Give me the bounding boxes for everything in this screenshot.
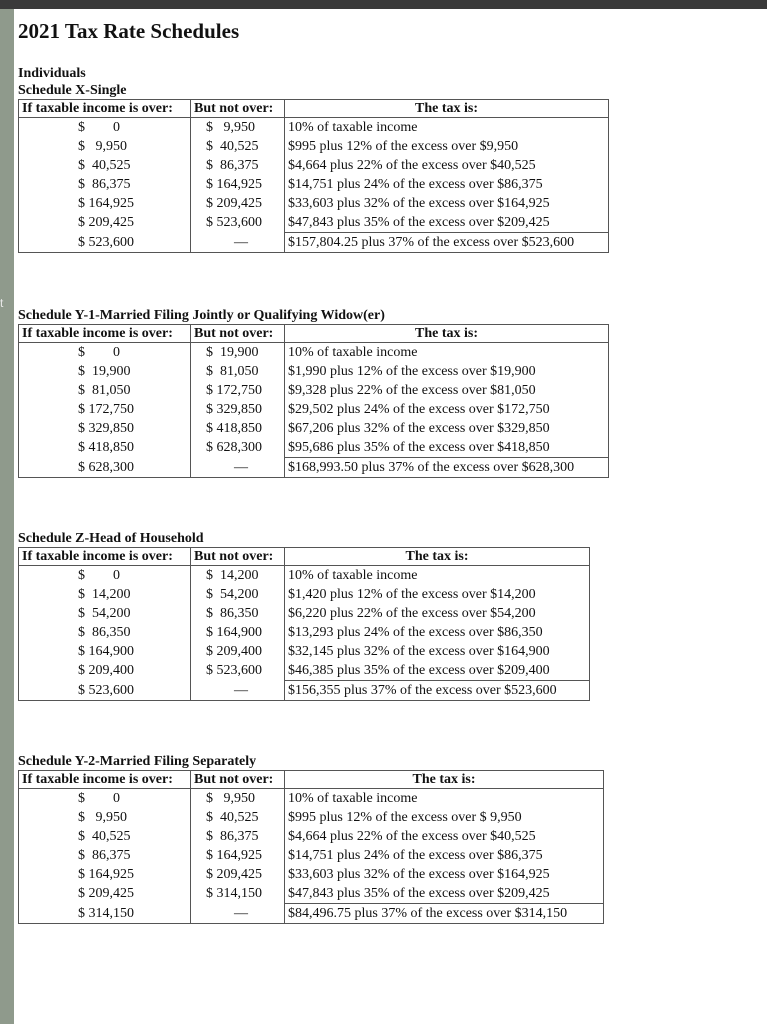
income-not-over-cell [191, 438, 285, 458]
income-over-value: $ 0 [78, 120, 120, 135]
table-row [19, 642, 590, 661]
table-row [19, 343, 609, 363]
schedule-z-section [18, 530, 590, 701]
table-row [19, 604, 590, 623]
tax-formula-cell: $84,496.75 plus 37% of the excess over $314,150 [285, 904, 604, 924]
income-not-over-value: $ 81,050 [206, 364, 259, 379]
income-over-value: $ 0 [78, 345, 120, 360]
column-header-not-over: But not over: [191, 548, 285, 566]
income-not-over-cell [191, 623, 285, 642]
table-row [19, 661, 590, 681]
page-title: 2021 Tax Rate Schedules [18, 19, 240, 43]
table-row [19, 419, 609, 438]
income-not-over-cell [191, 137, 285, 156]
table-header-row [19, 771, 604, 789]
tax-formula-cell: 10% of taxable income [288, 345, 418, 360]
column-header-over: If taxable income is over: [19, 771, 191, 789]
income-over-value: $ 40,525 [78, 829, 131, 844]
income-over-value: $ 86,375 [78, 177, 131, 192]
income-over-value: $ 314,150 [78, 905, 134, 921]
table-row [19, 827, 604, 846]
column-header-tax: The tax is: [285, 325, 609, 343]
column-header-over: If taxable income is over: [19, 100, 191, 118]
table-row [19, 865, 604, 884]
income-over-cell [19, 865, 191, 884]
income-over-cell [19, 233, 191, 253]
income-over-cell [19, 175, 191, 194]
income-not-over-value: $ 209,425 [206, 867, 262, 882]
income-not-over-value: $ 329,850 [206, 402, 262, 417]
income-not-over-value: $ 86,375 [206, 829, 259, 844]
income-not-over-value: — [234, 682, 248, 698]
table-row [19, 213, 609, 233]
income-over-value: $ 523,600 [78, 682, 134, 698]
column-header-tax: The tax is: [285, 100, 609, 118]
tax-formula-cell: $46,385 plus 35% of the excess over $209,400 [288, 663, 550, 678]
income-not-over-value: $ 628,300 [206, 440, 262, 456]
tax-formula-cell: $995 plus 12% of the excess over $ 9,950 [288, 810, 522, 825]
income-over-cell [19, 566, 191, 586]
table-row [19, 438, 609, 458]
tax-formula-cell: $9,328 plus 22% of the excess over $81,050 [288, 383, 536, 398]
income-over-cell [19, 789, 191, 809]
income-not-over-value: $ 523,600 [206, 663, 262, 679]
tax-formula-cell: $156,355 plus 37% of the excess over $523,600 [285, 681, 590, 701]
income-over-cell [19, 604, 191, 623]
income-over-cell [19, 381, 191, 400]
tax-formula-cell: 10% of taxable income [288, 568, 418, 583]
schedule-heading: Schedule Z-Head of Household [18, 531, 204, 546]
income-over-value: $ 418,850 [78, 440, 134, 456]
income-not-over-cell [191, 642, 285, 661]
income-not-over-cell [191, 827, 285, 846]
income-over-cell [19, 661, 191, 681]
tax-formula-cell: $32,145 plus 32% of the excess over $164,900 [288, 644, 550, 659]
income-over-cell [19, 343, 191, 363]
income-not-over-value: $ 164,925 [206, 848, 262, 863]
income-not-over-value: $ 164,900 [206, 625, 262, 640]
income-over-cell [19, 118, 191, 138]
income-over-value: $ 86,375 [78, 848, 131, 863]
income-over-value: $ 329,850 [78, 421, 134, 436]
income-not-over-cell [191, 194, 285, 213]
tax-formula-cell: $4,664 plus 22% of the excess over $40,525 [288, 158, 536, 173]
income-not-over-cell [191, 884, 285, 904]
income-over-cell [19, 362, 191, 381]
table-row [19, 681, 590, 701]
schedule-heading: Schedule X-Single [18, 83, 127, 98]
income-not-over-cell [191, 118, 285, 138]
tax-formula-cell: $67,206 plus 32% of the excess over $329,850 [288, 421, 550, 436]
column-header-over: If taxable income is over: [19, 548, 191, 566]
income-over-value: $ 172,750 [78, 402, 134, 417]
document-page [14, 9, 767, 1024]
table-row [19, 194, 609, 213]
schedule-heading: Schedule Y-2-Married Filing Separately [18, 754, 257, 769]
income-not-over-value: $ 14,200 [206, 568, 259, 583]
income-not-over-cell [191, 362, 285, 381]
income-not-over-value: $ 86,350 [206, 606, 259, 621]
income-not-over-cell [191, 233, 285, 253]
income-not-over-cell [191, 846, 285, 865]
table-header-row [19, 548, 590, 566]
income-over-cell [19, 419, 191, 438]
table-header-row [19, 100, 609, 118]
table-row [19, 808, 604, 827]
income-over-cell [19, 137, 191, 156]
table-row [19, 566, 590, 586]
income-not-over-value: $ 209,400 [206, 644, 262, 659]
income-not-over-cell [191, 400, 285, 419]
income-over-value: $ 19,900 [78, 364, 131, 379]
column-header-not-over: But not over: [191, 100, 285, 118]
income-not-over-value: $ 19,900 [206, 345, 259, 360]
column-header-tax: The tax is: [285, 548, 590, 566]
tax-formula-cell: $4,664 plus 22% of the excess over $40,525 [288, 829, 536, 844]
tax-formula-cell: $6,220 plus 22% of the excess over $54,200 [288, 606, 536, 621]
window-top-bar [0, 0, 767, 9]
income-not-over-value: $ 314,150 [206, 886, 262, 902]
income-over-value: $ 164,900 [78, 644, 134, 659]
income-not-over-cell [191, 604, 285, 623]
income-over-value: $ 209,425 [78, 886, 134, 902]
schedule-y1-table [18, 324, 609, 478]
income-over-value: $ 9,950 [78, 139, 127, 154]
table-header-row [19, 325, 609, 343]
income-not-over-cell [191, 381, 285, 400]
schedule-x-table [18, 99, 609, 253]
income-over-value: $ 40,525 [78, 158, 131, 173]
income-over-value: $ 9,950 [78, 810, 127, 825]
table-row [19, 400, 609, 419]
income-not-over-cell [191, 213, 285, 233]
income-over-cell [19, 827, 191, 846]
tax-formula-cell: $29,502 plus 24% of the excess over $172,750 [288, 402, 550, 417]
income-over-value: $ 628,300 [78, 459, 134, 475]
income-not-over-value: $ 9,950 [206, 791, 255, 806]
income-not-over-cell [191, 681, 285, 701]
tax-formula-cell: $1,420 plus 12% of the excess over $14,200 [288, 587, 536, 602]
table-row [19, 904, 604, 924]
table-row [19, 789, 604, 809]
tax-formula-cell: 10% of taxable income [288, 120, 418, 135]
income-over-value: $ 209,400 [78, 663, 134, 679]
income-over-value: $ 164,925 [78, 196, 134, 211]
income-not-over-value: $ 418,850 [206, 421, 262, 436]
category-heading: Individuals [18, 66, 86, 81]
income-not-over-value: — [234, 234, 248, 250]
income-not-over-value: $ 9,950 [206, 120, 255, 135]
schedule-heading: Schedule Y-1-Married Filing Jointly or Qualifying Widow(er) [18, 308, 385, 323]
table-row [19, 156, 609, 175]
income-over-value: $ 0 [78, 791, 120, 806]
income-over-cell [19, 156, 191, 175]
income-not-over-cell [191, 175, 285, 194]
table-body [19, 566, 590, 701]
income-not-over-value: $ 523,600 [206, 215, 262, 231]
schedule-y2-section [18, 753, 604, 924]
tax-formula-cell: $168,993.50 plus 37% of the excess over $628,300 [285, 458, 609, 478]
tax-formula-cell: $47,843 plus 35% of the excess over $209,425 [288, 886, 550, 901]
income-not-over-value: $ 86,375 [206, 158, 259, 173]
table-row [19, 585, 590, 604]
income-over-value: $ 209,425 [78, 215, 134, 231]
column-header-over: If taxable income is over: [19, 325, 191, 343]
table-row [19, 137, 609, 156]
income-over-cell [19, 681, 191, 701]
income-over-value: $ 81,050 [78, 383, 131, 398]
income-not-over-value: $ 40,525 [206, 139, 259, 154]
table-body [19, 789, 604, 924]
schedule-x-section [18, 65, 609, 253]
tax-formula-cell: $33,603 plus 32% of the excess over $164,925 [288, 867, 550, 882]
income-over-cell [19, 904, 191, 924]
income-not-over-cell [191, 904, 285, 924]
income-not-over-cell [191, 419, 285, 438]
income-not-over-value: $ 172,750 [206, 383, 262, 398]
income-over-value: $ 164,925 [78, 867, 134, 882]
background-edge-glyph: t [0, 296, 4, 310]
income-over-value: $ 523,600 [78, 234, 134, 250]
schedule-y1-section [18, 307, 609, 478]
income-over-cell [19, 194, 191, 213]
income-not-over-value: $ 164,925 [206, 177, 262, 192]
tax-formula-cell: $157,804.25 plus 37% of the excess over $523,600 [285, 233, 609, 253]
table-row [19, 118, 609, 138]
income-not-over-value: $ 40,525 [206, 810, 259, 825]
tax-formula-cell: $47,843 plus 35% of the excess over $209,425 [288, 215, 550, 230]
tax-formula-cell: $95,686 plus 35% of the excess over $418,850 [288, 440, 550, 455]
tax-formula-cell: $1,990 plus 12% of the excess over $19,900 [288, 364, 536, 379]
income-not-over-cell [191, 865, 285, 884]
income-not-over-cell [191, 458, 285, 478]
table-row [19, 233, 609, 253]
schedule-y2-table [18, 770, 604, 924]
income-not-over-value: — [234, 459, 248, 475]
income-not-over-cell [191, 566, 285, 586]
income-over-cell [19, 400, 191, 419]
income-not-over-value: — [234, 905, 248, 921]
income-not-over-cell [191, 808, 285, 827]
income-over-cell [19, 642, 191, 661]
column-header-tax: The tax is: [285, 771, 604, 789]
income-over-value: $ 0 [78, 568, 120, 583]
tax-formula-cell: $14,751 plus 24% of the excess over $86,375 [288, 177, 543, 192]
income-over-value: $ 54,200 [78, 606, 131, 621]
tax-formula-cell: 10% of taxable income [288, 791, 418, 806]
income-not-over-value: $ 209,425 [206, 196, 262, 211]
income-over-cell [19, 213, 191, 233]
tax-formula-cell: $14,751 plus 24% of the excess over $86,375 [288, 848, 543, 863]
income-over-cell [19, 846, 191, 865]
table-body [19, 118, 609, 253]
schedule-z-table [18, 547, 590, 701]
income-over-value: $ 86,350 [78, 625, 131, 640]
income-over-cell [19, 623, 191, 642]
income-not-over-cell [191, 343, 285, 363]
table-body [19, 343, 609, 478]
column-header-not-over: But not over: [191, 325, 285, 343]
income-over-cell [19, 808, 191, 827]
table-row [19, 381, 609, 400]
income-not-over-cell [191, 156, 285, 175]
table-row [19, 458, 609, 478]
tax-formula-cell: $13,293 plus 24% of the excess over $86,350 [288, 625, 543, 640]
income-over-cell [19, 585, 191, 604]
table-row [19, 175, 609, 194]
tax-formula-cell: $995 plus 12% of the excess over $9,950 [288, 139, 519, 154]
table-row [19, 623, 590, 642]
income-over-cell [19, 884, 191, 904]
income-over-value: $ 14,200 [78, 587, 131, 602]
income-not-over-value: $ 54,200 [206, 587, 259, 602]
table-row [19, 846, 604, 865]
table-row [19, 884, 604, 904]
table-row [19, 362, 609, 381]
income-not-over-cell [191, 585, 285, 604]
income-not-over-cell [191, 789, 285, 809]
income-over-cell [19, 458, 191, 478]
tax-formula-cell: $33,603 plus 32% of the excess over $164,925 [288, 196, 550, 211]
income-over-cell [19, 438, 191, 458]
column-header-not-over: But not over: [191, 771, 285, 789]
income-not-over-cell [191, 661, 285, 681]
